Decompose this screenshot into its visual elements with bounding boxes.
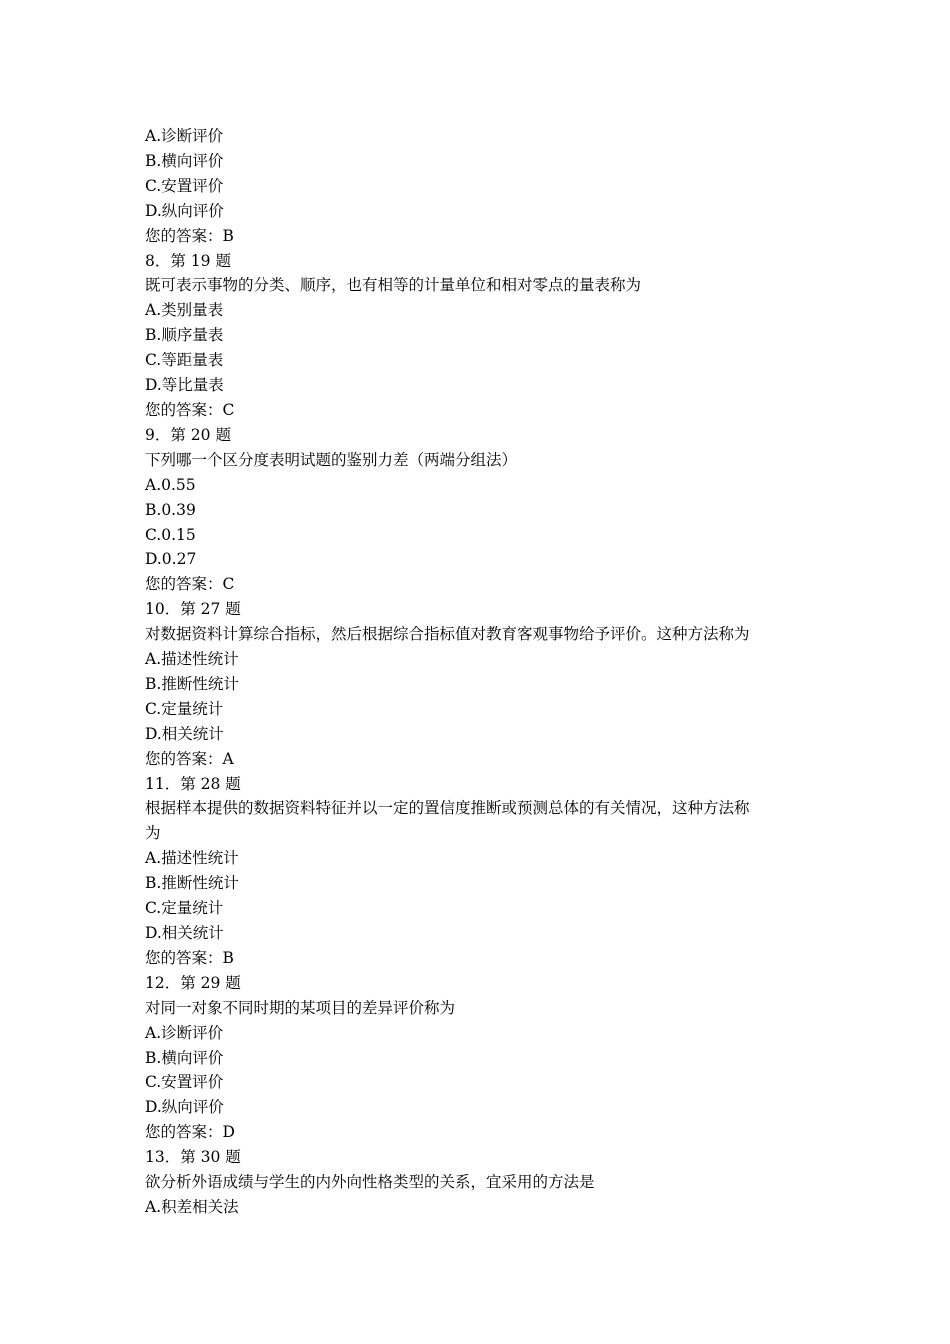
answer: 您的答案：C	[145, 575, 235, 594]
answer: 您的答案：B	[145, 948, 234, 967]
document-body	[145, 124, 815, 1220]
question-text: 对数据资料计算综合指标，然后根据综合指标值对教育客观事物给予评价。这种方法称为	[145, 625, 750, 644]
question-heading: 8．第 19 题	[145, 251, 231, 270]
question-heading: 12．第 29 题	[145, 973, 241, 992]
option-d: D.相关统计	[145, 724, 224, 743]
answer: 您的答案：A	[145, 749, 234, 768]
question-text-continued: 为	[145, 824, 161, 843]
option-b: B.横向评价	[145, 151, 224, 170]
question-text: 下列哪一个区分度表明试题的鉴别力差（两端分组法）	[145, 450, 518, 469]
answer: 您的答案：D	[145, 1123, 235, 1142]
option-d: D.等比量表	[145, 376, 224, 395]
option-c: C.安置评价	[145, 1073, 224, 1092]
option-d: D.相关统计	[145, 924, 224, 942]
answer: 您的答案：B	[145, 226, 234, 245]
option-a: A.描述性统计	[145, 849, 239, 868]
answer: 您的答案：C	[145, 400, 235, 419]
option-b: B.0.39	[145, 500, 196, 519]
question-heading: 10．第 27 题	[145, 600, 241, 619]
option-d: D.0.27	[145, 550, 197, 569]
option-c: C.定量统计	[145, 699, 224, 718]
question-text: 欲分析外语成绩与学生的内外向性格类型的关系，宜采用的方法是	[145, 1173, 595, 1192]
question-text: 对同一对象不同时期的某项目的差异评价称为	[145, 998, 456, 1017]
option-a: A.诊断评价	[145, 1023, 224, 1042]
question-heading: 13．第 30 题	[145, 1148, 241, 1167]
option-d: D.纵向评价	[145, 201, 224, 220]
option-d: D.纵向评价	[145, 1098, 224, 1117]
option-c: C.等距量表	[145, 351, 224, 370]
option-b: B.推断性统计	[145, 874, 239, 893]
option-c: C.定量统计	[145, 899, 224, 918]
option-c: C.安置评价	[145, 176, 224, 195]
question-heading: 9．第 20 题	[145, 425, 231, 444]
option-c: C.0.15	[145, 525, 196, 544]
option-b: B.顺序量表	[145, 326, 224, 345]
option-a: A.0.55	[145, 475, 196, 494]
option-a: A.类别量表	[145, 301, 224, 320]
option-a: A.描述性统计	[145, 650, 239, 669]
question-text: 既可表示事物的分类、顺序，也有相等的计量单位和相对零点的量表称为	[145, 276, 642, 295]
question-heading: 11．第 28 题	[145, 774, 241, 793]
question-text: 根据样本提供的数据资料特征并以一定的置信度推断或预测总体的有关情况，这种方法称	[145, 799, 750, 818]
option-a: A.诊断评价	[145, 127, 224, 145]
option-a: A.积差相关法	[145, 1197, 239, 1216]
option-b: B.横向评价	[145, 1048, 224, 1067]
option-b: B.推断性统计	[145, 674, 239, 693]
